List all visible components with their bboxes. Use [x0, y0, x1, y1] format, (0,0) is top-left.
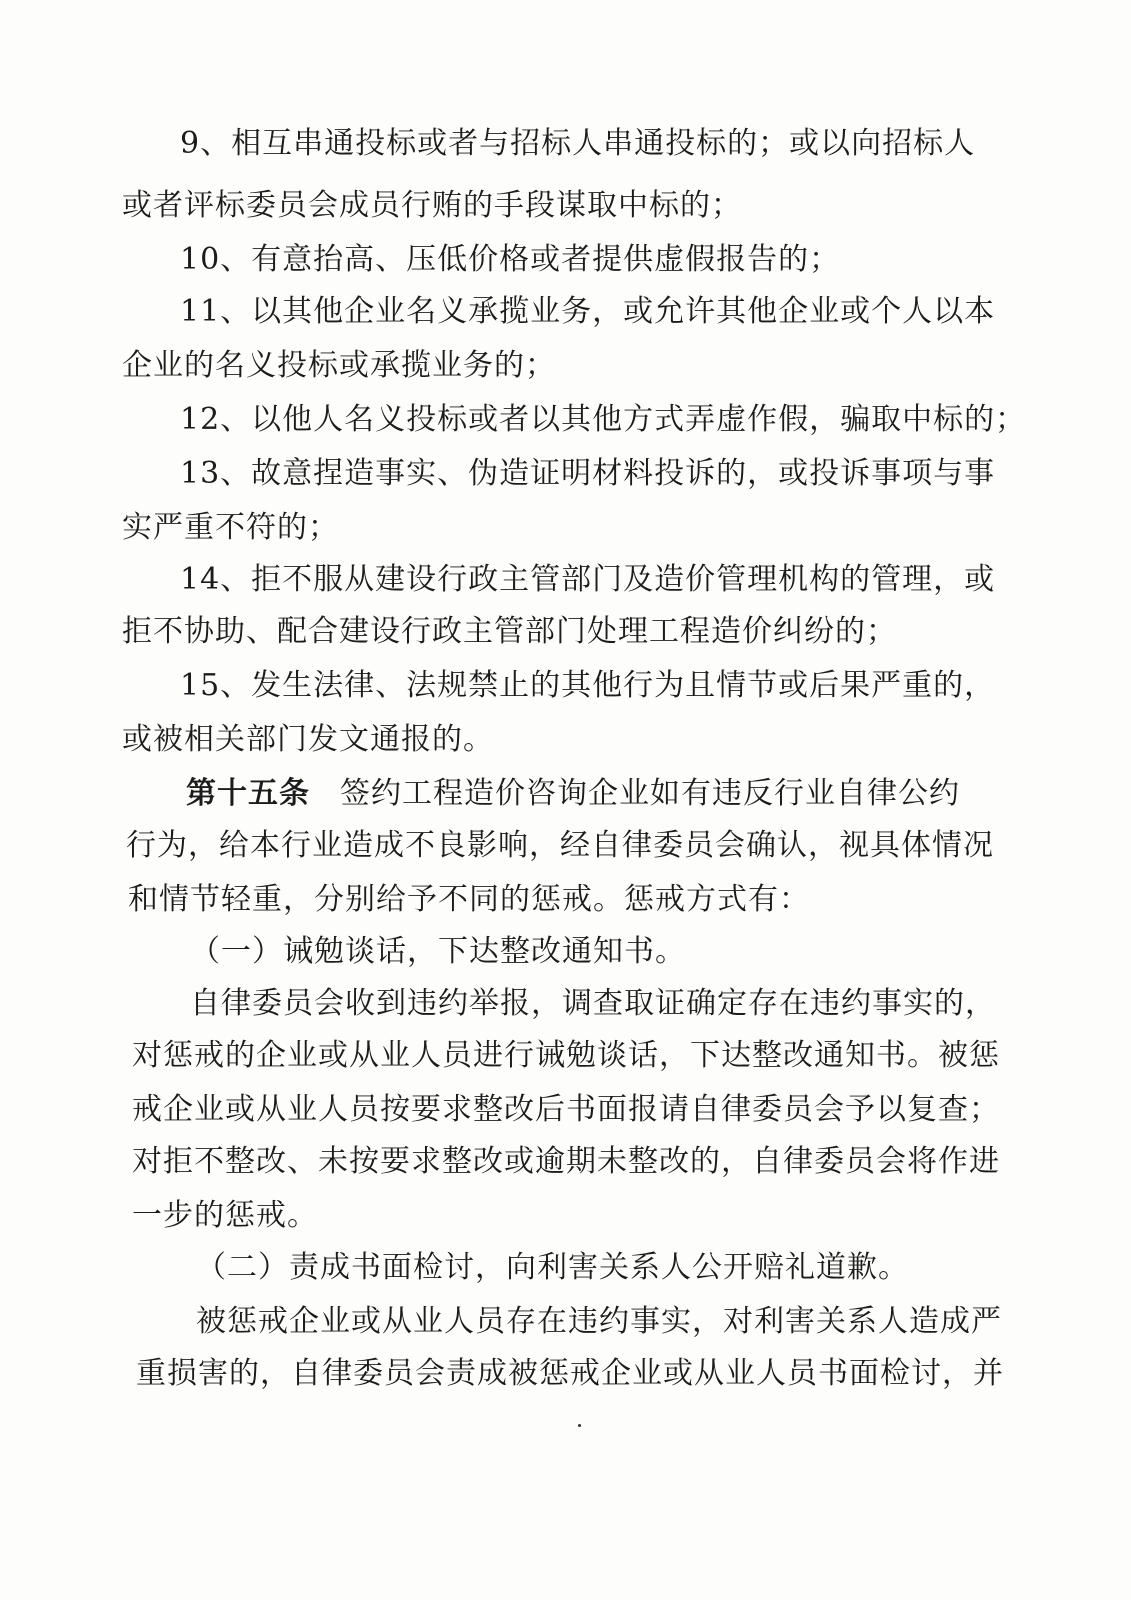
- text-line: 一步的惩戒。: [132, 1198, 318, 1233]
- article-line: [186, 774, 960, 814]
- text-line: 或被相关部门发文通报的。: [122, 722, 494, 757]
- text-line: 自律委员会收到违约举报，调查取证确定存在违约事实的，: [190, 986, 996, 1021]
- text-line: 10、有意抬高、压低价格或者提供虚假报告的；: [180, 242, 841, 277]
- text-line: 15、发生法律、法规禁止的其他行为且情节或后果严重的，: [180, 668, 996, 703]
- text-line: 戒企业或从业人员按要求整改后书面报请自律委员会予以复查；: [132, 1092, 1000, 1127]
- text-line: 11、以其他企业名义承揽业务，或允许其他企业或个人以本: [180, 294, 996, 329]
- text-line: 重损害的，自律委员会责成被惩戒企业或从业人员书面检讨，并: [136, 1356, 1004, 1391]
- text-line: 13、故意捏造事实、伪造证明材料投诉的，或投诉事项与事: [180, 456, 996, 491]
- scan-speck: [578, 1424, 581, 1427]
- text-line: 对拒不整改、未按要求整改或逾期未整改的，自律委员会将作进: [132, 1144, 1000, 1179]
- text-line: 行为，给本行业造成不良影响，经自律委员会确认，视具体情况: [126, 828, 994, 863]
- text-line: 9、相互串通投标或者与招标人串通投标的；或以向招标人: [180, 126, 976, 161]
- article-text: 签约工程造价咨询企业如有违反行业自律公约: [340, 776, 960, 811]
- text-line: 被惩戒企业或从业人员存在违约事实，对利害关系人造成严: [196, 1304, 1002, 1339]
- text-line: 企业的名义投标或承揽业务的；: [122, 348, 556, 383]
- section-heading: （一）诫勉谈话，下达整改通知书。: [190, 934, 686, 969]
- text-line: 和情节轻重，分别给予不同的惩戒。惩戒方式有：: [128, 882, 810, 917]
- article-heading: 第十五条: [186, 776, 310, 811]
- text-line: 对惩戒的企业或从业人员进行诫勉谈话，下达整改通知书。被惩: [132, 1038, 1000, 1073]
- text-line: 拒不协助、配合建设行政主管部门处理工程造价纠纷的；: [122, 614, 897, 649]
- text-line: 实严重不符的；: [122, 510, 339, 545]
- text-line: 或者评标委员会成员行贿的手段谋取中标的；: [122, 188, 742, 223]
- text-line: 12、以他人名义投标或者以其他方式弄虚作假，骗取中标的；: [180, 402, 1027, 437]
- section-heading: （二）责成书面检讨，向利害关系人公开赔礼道歉。: [196, 1250, 909, 1285]
- text-line: 14、拒不服从建设行政主管部门及造价管理机构的管理，或: [180, 562, 996, 597]
